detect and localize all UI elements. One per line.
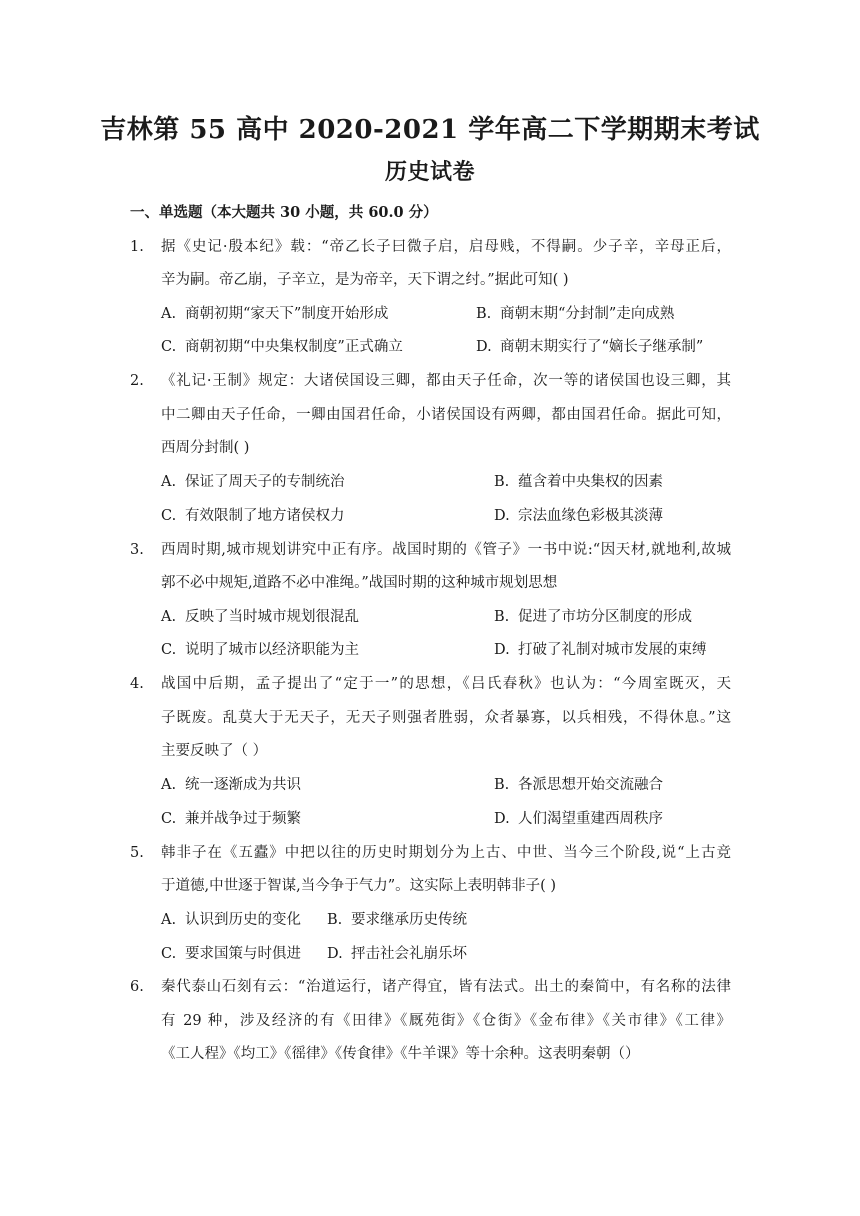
option-b[interactable] <box>494 605 692 629</box>
question-text-line: 西周时期,城市规划讲究中正有序。战国时期的《管子》一书中说:“因天材,就地利,故城 <box>161 542 731 558</box>
option-text: 兼并战争过于频繁 <box>185 811 301 827</box>
option-text: 各派思想开始交流融合 <box>518 777 663 793</box>
option-letter: D. <box>476 339 492 355</box>
option-a[interactable] <box>161 773 301 797</box>
option-c[interactable] <box>161 807 301 831</box>
option-letter: B. <box>494 609 510 625</box>
option-c[interactable] <box>161 638 359 662</box>
question-text-line: 《工人程》《均工》《徭律》《传食律》《牛羊课》等十余种。这表明秦朝（） <box>161 1046 640 1062</box>
option-text: 商朝末期“分封制”走向成熟 <box>500 306 675 322</box>
question-number: 5. <box>130 845 144 861</box>
option-text: 促进了市坊分区制度的形成 <box>518 609 692 625</box>
option-letter: B. <box>476 306 492 322</box>
question-number: 3. <box>130 542 144 558</box>
question-number: 2. <box>130 373 144 389</box>
exam-title: 吉林第 55 高中 2020-2021 学年高二下学期期末考试 <box>100 115 760 145</box>
option-letter: A. <box>161 912 177 928</box>
option-d[interactable] <box>494 638 707 662</box>
question-number: 1. <box>130 239 144 255</box>
option-text: 有效限制了地方诸侯权力 <box>185 508 345 524</box>
option-letter: B. <box>494 777 510 793</box>
option-text: 说明了城市以经济职能为主 <box>185 642 359 658</box>
question-text-line: 中二卿由天子任命，一卿由国君任命，小诸侯国设有两卿，都由国君任命。据此可知， <box>161 407 731 423</box>
option-text: 商朝初期“中央集权制度”正式确立 <box>185 339 403 355</box>
question-text-line: 战国中后期，孟子提出了“定于一”的思想，《吕氏春秋》也认为：“今周室既灭，天 <box>161 676 731 692</box>
option-text: 统一逐渐成为共识 <box>185 777 301 793</box>
option-text: 人们渴望重建西周秩序 <box>518 811 663 827</box>
question-number: 6. <box>130 979 144 995</box>
option-letter: B. <box>327 912 343 928</box>
question-text-line: 西周分封制( ) <box>161 440 250 456</box>
option-letter: D. <box>494 811 510 827</box>
option-a[interactable] <box>161 605 359 629</box>
option-text: 蕴含着中央集权的因素 <box>518 474 663 490</box>
question-text-line: 《礼记·王制》规定：大诸侯国设三卿，都由天子任命，次一等的诸侯国也设三卿，其 <box>161 373 731 389</box>
option-b[interactable] <box>494 773 663 797</box>
option-letter: C. <box>161 508 177 524</box>
question-text-line: 郭不必中规矩,道路不必中准绳。”战国时期的这种城市规划思想 <box>161 575 558 591</box>
question-text-line: 韩非子在《五蠹》中把以往的历史时期划分为上古、中世、当今三个阶段,说“上古竞 <box>161 845 731 861</box>
option-b[interactable] <box>327 908 467 932</box>
option-letter: C. <box>161 339 177 355</box>
option-b[interactable] <box>476 302 674 326</box>
question-text-line: 子既废。乱莫大于无天子，无天子则强者胜弱，众者暴寡，以兵相残，不得休息。”这 <box>161 710 731 726</box>
option-letter: B. <box>494 474 510 490</box>
option-a[interactable] <box>161 908 301 932</box>
section-heading: 一、单选题（本大题共 30 小题，共 60.0 分） <box>130 204 438 221</box>
option-d[interactable] <box>494 504 663 528</box>
option-text: 商朝初期“家天下”制度开始形成 <box>185 306 389 322</box>
option-letter: C. <box>161 811 177 827</box>
option-letter: D. <box>494 642 510 658</box>
option-letter: D. <box>494 508 510 524</box>
option-text: 宗法血缘色彩极其淡薄 <box>518 508 663 524</box>
option-letter: C. <box>161 642 177 658</box>
option-letter: A. <box>161 777 177 793</box>
option-letter: A. <box>161 306 177 322</box>
option-letter: A. <box>161 609 177 625</box>
option-c[interactable] <box>161 504 345 528</box>
option-a[interactable] <box>161 470 345 494</box>
option-a[interactable] <box>161 302 388 326</box>
option-letter: A. <box>161 474 177 490</box>
option-text: 抨击社会礼崩乐坏 <box>351 946 467 962</box>
option-d[interactable] <box>476 335 703 359</box>
exam-subtitle: 历史试卷 <box>384 159 475 185</box>
option-d[interactable] <box>327 942 467 966</box>
option-text: 认识到历史的变化 <box>185 912 301 928</box>
option-text: 商朝末期实行了“嫡长子继承制” <box>500 339 704 355</box>
option-c[interactable] <box>161 942 301 966</box>
option-b[interactable] <box>494 470 663 494</box>
option-text: 打破了礼制对城市发展的束缚 <box>518 642 707 658</box>
option-text: 保证了周天子的专制统治 <box>185 474 345 490</box>
option-text: 反映了当时城市规划很混乱 <box>185 609 359 625</box>
option-text: 要求国策与时俱进 <box>185 946 301 962</box>
question-text-line: 秦代泰山石刻有云：“治道运行，诸产得宜，皆有法式。出土的秦简中，有名称的法律 <box>161 979 731 995</box>
question-number: 4. <box>130 676 144 692</box>
question-text-line: 据《史记·殷本纪》载：“帝乙长子曰微子启，启母贱，不得嗣。少子辛，辛母正后， <box>161 239 731 255</box>
option-letter: C. <box>161 946 177 962</box>
question-text-line: 辛为嗣。帝乙崩，子辛立，是为帝辛，天下谓之纣。”据此可知( ) <box>161 272 569 288</box>
option-c[interactable] <box>161 335 403 359</box>
option-letter: D. <box>327 946 343 962</box>
question-text-line: 于道德,中世逐于智谋,当今争于气力”。这实际上表明韩非子( ) <box>161 878 557 894</box>
question-text-line: 有 29 种，涉及经济的有《田律》《厩苑街》《仓街》《金布律》《关市律》《工律》 <box>161 1013 731 1029</box>
option-text: 要求继承历史传统 <box>351 912 467 928</box>
question-text-line: 主要反映了（ ） <box>161 743 268 759</box>
option-d[interactable] <box>494 807 663 831</box>
